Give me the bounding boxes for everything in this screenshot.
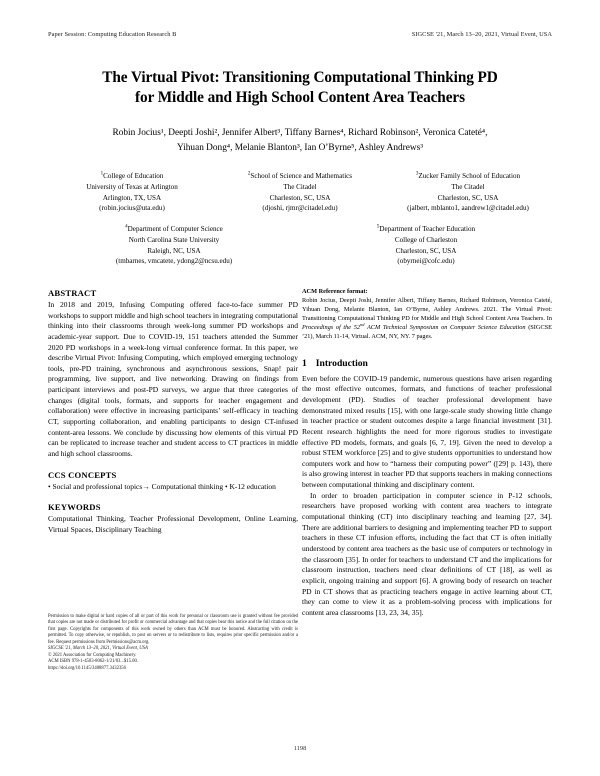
affiliation-5-marker: 5 <box>376 224 380 230</box>
affiliation-3-email: (jalbert, mblanto1, aandrew1@citadel.edu) <box>407 204 529 213</box>
affiliation-5-org: Department of Teacher Education <box>379 225 476 233</box>
left-column <box>48 288 298 536</box>
abstract-text: In 2018 and 2019, Infusing Computing offered face-to-face summer PD workshops to support middle and high school teachers in integrating computational thinking into their classrooms through week-long summer PD workshops and academic-year support. Due to COVID-19, 151 teachers attended the Summer 2020 PD workshops in a week-long virtual conference format. In this paper, we describe Virtual Pivot: Infusing Computing, which employed emerging technology tools, pre-PD training, synchronous and asynchronous sessions, Snap! pair programming, live support, and live networking. Drawing on findings from participant interviews and post-PD surveys, we argue that three categories of changes (digital tools, formats, and supports for teacher engagement and collaboration) were effective in increasing participants’ self-efficacy in teaching CT, supporting collaboration, and enabling participants to design CT-infused content-area lessons. We conclude by discussing how elements of this virtual PD can be replicated to increase teacher and student access to CT practices in middle and high school classrooms. <box>48 300 298 458</box>
acm-reference-heading: ACM Reference format: <box>302 288 368 295</box>
page-title <box>58 68 542 108</box>
affiliation-2-org: School of Science and Mathematics <box>250 172 353 180</box>
introduction-title: Introduction <box>315 357 368 369</box>
affiliation-1-line-1 <box>48 171 216 182</box>
keywords-heading: KEYWORDS <box>48 502 101 513</box>
affiliation-2-line-1 <box>216 171 384 182</box>
affiliation-1-org: College of Education <box>103 172 164 180</box>
acm-reference-proceedings-2: ACM Technical Symposium on Computer Science Education <box>364 323 526 331</box>
acm-reference-body-post: (SIGCSE ’21), March 11-14, Virtual. ACM, NY, NY. 7 pages. <box>302 323 552 340</box>
affiliation-5-email: (obyrnei@cofc.edu) <box>397 257 455 266</box>
right-column <box>302 288 552 618</box>
affiliation-3-org: Zucker Family School of Education <box>418 172 521 180</box>
copyright-conference: SIGCSE '21, March 13–20, 2021, Virtual Event, USA <box>48 646 148 652</box>
acm-reference-body-pre: Robin Jocius, Deepti Joshi, Jennifer Albert, Tiffany Barnes, Richard Robinson, Veronica Cateté, Yihuan Dong, Melanie Blanton, Ian O’Byrne, Ashley Andrews. 2021. The Virtual Pivot: Transitioning Computational Thinking PD for Middle and High School Content Area Teachers. In <box>302 297 552 322</box>
affiliation-4 <box>90 224 258 267</box>
affiliation-5-line-1 <box>342 224 510 235</box>
affiliation-4-email: (tmbarnes, vmcatete, ydong2@ncsu.edu) <box>115 257 233 266</box>
abstract-heading: ABSTRACT <box>48 288 97 298</box>
author-line-1: Robin Jocius¹, Deepti Joshi², Jennifer Albert³, Tiffany Barnes⁴, Richard Robinson², Veronica Cateté⁴, <box>112 128 488 138</box>
copyright-block <box>48 614 298 672</box>
copyright-rights: © 2021 Association for Computing Machinery. <box>48 652 137 658</box>
affiliation-2-line-3: Charleston, SC, USA <box>269 193 331 202</box>
introduction-paragraph-2: In order to broaden participation in computer science in P-12 schools, researchers have proposed working with content area teachers to integrate computational thinking (CT) into disciplinary teaching and learning [27, 34]. There are additional barriers to designing and implementing teacher PD to support teachers in these CT infusion efforts, including the fact that CT is often initially understood by content area teachers as the basic use of computers or technology in the classroom [35]. In order for teachers to understand CT and the implications for classroom instruction, teachers need clear definitions of CT [18], as well as explicit, ongoing training and support [6]. A growing body of research on teacher PD in CT shows that as practicing teachers engage in active learning about CT, they can come to view it as a problem-solving process with implications for content area classrooms [13, 23, 34, 35]. <box>302 490 552 617</box>
affiliation-1-email: (robin.jocius@uta.edu) <box>99 204 165 213</box>
affiliation-1-line-2: University of Texas at Arlington <box>86 182 178 191</box>
ccs-concepts-heading: CCS CONCEPTS <box>48 469 117 480</box>
copyright-permission: Permission to make digital or hard copies of all or part of this work for personal or classroom use is granted without fee provided that copies are not made or distributed for profit or commercial advantage and that copies bear this notice and the full citation on the first page. Copyrights for components of this work owned by others than ACM must be honored. Abstracting with credit is permitted. To copy otherwise, or republish, to post on servers or to redistribute to lists, requires prior specific permission and/or a fee. Request permissions from Permissions@acm.org. <box>48 614 298 645</box>
affiliation-2-email: (djoshi, rjmr@citadel.edu) <box>262 204 338 213</box>
acm-reference-text <box>302 297 552 342</box>
affiliation-4-line-1 <box>90 224 258 235</box>
affiliation-2 <box>216 171 384 214</box>
affiliation-3-line-2: The Citadel <box>451 182 485 191</box>
acm-reference-proceedings-1: Proceedings of the 52 <box>302 323 361 331</box>
affiliation-4-line-2: North Carolina State University <box>128 235 220 244</box>
author-line-2: Yihuan Dong⁴, Melanie Blanton³, Ian O’Byrne⁵, Ashley Andrews³ <box>177 143 423 154</box>
introduction-heading <box>302 358 552 369</box>
page-number: 1198 <box>293 745 307 752</box>
affiliation-5-line-3: Charleston, SC, USA <box>395 246 457 255</box>
affiliation-3-marker: 3 <box>415 171 419 177</box>
affiliation-5-line-2: College of Charleston <box>394 235 458 244</box>
affiliation-3 <box>384 171 552 214</box>
running-header-left: Paper Session: Computing Education Research B <box>48 31 177 38</box>
running-header-right: SIGCSE '21, March 13–20, 2021, Virtual Event, USA <box>411 31 552 38</box>
ccs-concepts-text: • Social and professional topics→ Computational thinking • K-12 education <box>48 481 276 491</box>
copyright-doi[interactable]: https://doi.org/10.1145/3408877.3432356 <box>48 665 126 671</box>
affiliations-row-1 <box>48 171 552 214</box>
running-header <box>48 31 552 38</box>
keywords-text: Computational Thinking, Teacher Professional Development, Online Learning, Virtual Spaces, Disciplinary Teaching <box>48 514 298 534</box>
affiliation-3-line-1 <box>384 171 552 182</box>
title-line-2: for Middle and High School Content Area Teachers <box>135 89 465 107</box>
affiliations-row-2 <box>48 224 552 267</box>
acm-reference-ordinal: nd <box>360 321 365 327</box>
affiliation-5 <box>342 224 510 267</box>
affiliation-3-line-3: Charleston, SC, USA <box>437 193 499 202</box>
affiliation-2-marker: 2 <box>247 171 251 177</box>
introduction-number: 1 <box>302 357 307 369</box>
affiliation-4-line-3: Raleigh, NC, USA <box>147 246 201 255</box>
author-list <box>48 126 552 156</box>
affiliation-4-marker: 4 <box>125 224 128 230</box>
affiliation-1-line-3: Arlington, TX, USA <box>102 193 162 202</box>
affiliation-1-marker: 1 <box>100 171 104 177</box>
introduction-paragraph-1: Even before the COVID-19 pandemic, numerous questions have arisen regarding the most effective outcomes, formats, and functions of teacher professional development (PD). Studies of teacher professional development have demonstrated mixed results [15], with one large-scale study showing little change in teacher practice or student outcomes despite a large financial investment [31]. Recent research highlights the need for more rigorous studies to investigate effective PD models, formats, and goals [6, 7, 19]. Given the need to develop a robust STEM workforce [25] and to give students opportunities to understand how computers work and how to “harness their computing power” ([29] p. 143), there is also growing interest in teacher PD that supports teachers in making connections between computational thinking and disciplinary content. <box>302 373 552 490</box>
affiliation-2-line-2: The Citadel <box>283 182 317 191</box>
affiliation-4-org: Department of Computer Science <box>127 225 223 233</box>
copyright-isbn: ACM ISBN 978-1-4503-8062-1/21/03...$15.00. <box>48 659 138 665</box>
title-line-1: The Virtual Pivot: Transitioning Computational Thinking PD <box>102 69 498 86</box>
affiliation-1 <box>48 171 216 214</box>
